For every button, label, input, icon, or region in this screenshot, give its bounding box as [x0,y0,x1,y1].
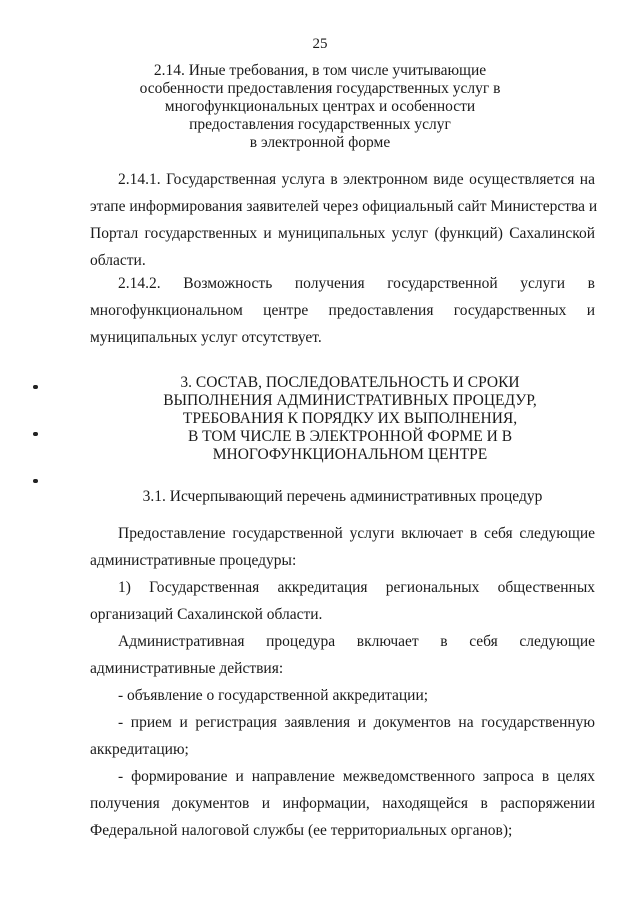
heading-line: многофункциональных центрах и особенности [164,98,476,115]
section-3-title [150,374,550,464]
text-line: области. [90,252,146,269]
heading-line: ВЫПОЛНЕНИЯ АДМИНИСТРАТИВНЫХ ПРОЦЕДУР, [163,392,537,409]
text-line: многофункциональном центре предоставления государственных и [90,302,595,319]
paragraph-action-3 [90,763,595,844]
text-line: этапе информирования заявителей через официальный сайт Министерства и [90,198,598,215]
heading-line: предоставления государственных услуг [189,116,451,133]
heading-line: ТРЕБОВАНИЯ К ПОРЯДКУ ИХ ВЫПОЛНЕНИЯ, [182,410,518,427]
text-line: Федеральной налоговой службы (ее территориальных органов); [90,822,513,839]
heading-line: МНОГОФУНКЦИОНАЛЬНОМ ЦЕНТРЕ [212,446,488,463]
heading-line: 3. СОСТАВ, ПОСЛЕДОВАТЕЛЬНОСТЬ И СРОКИ [180,374,520,391]
margin-mark [33,479,38,483]
margin-mark [33,432,38,436]
text-line: Административная процедура включает в себя следующие [118,633,595,650]
paragraph-admin-procedure [90,628,595,682]
subtitle-line: 3.1. Исчерпывающий перечень административных процедур [142,488,543,505]
heading-line: особенности предоставления государственных услуг в [139,80,501,97]
margin-mark [33,385,38,389]
text-line: - объявление о государственной аккредитации; [118,687,429,704]
text-line: муниципальных услуг отсутствует. [90,329,322,346]
text-line: 2.14.2. Возможность получения государственной услуги в [118,275,595,292]
section-3-1-subtitle [90,488,595,506]
text-line: Предоставление государственной услуги включает в себя следующие [118,525,595,542]
page-number: 25 [312,36,328,52]
text-line: организаций Сахалинской области. [90,606,323,623]
paragraph-3-1-intro [90,520,595,574]
text-line: получения документов и информации, находящейся в распоряжении [90,795,595,812]
text-line: Портал государственных и муниципальных услуг (функций) Сахалинской [90,225,595,242]
text-line: административные действия: [90,660,284,677]
text-line: 2.14.1. Государственная услуга в электронном виде осуществляется на [118,171,595,188]
text-line: аккредитацию; [90,741,189,758]
text-line: - формирование и направление межведомственного запроса в целях [118,768,595,785]
heading-line: в электронной форме [249,134,391,151]
text-line: - прием и регистрация заявления и документов на государственную [118,714,595,731]
paragraph-action-2 [90,709,595,763]
paragraph-action-1 [90,682,595,709]
text-line: 1) Государственная аккредитация региональных общественных [118,579,595,596]
paragraph-2-14-1 [90,166,598,274]
heading-line: В ТОМ ЧИСЛЕ В ЭЛЕКТРОННОЙ ФОРМЕ И В [187,428,513,445]
section-2-14-title [120,62,520,152]
text-line: административные процедуры: [90,552,297,569]
paragraph-2-14-2 [90,270,595,351]
paragraph-3-1-item-1 [90,574,595,628]
heading-line: 2.14. Иные требования, в том числе учитывающие [153,62,487,79]
